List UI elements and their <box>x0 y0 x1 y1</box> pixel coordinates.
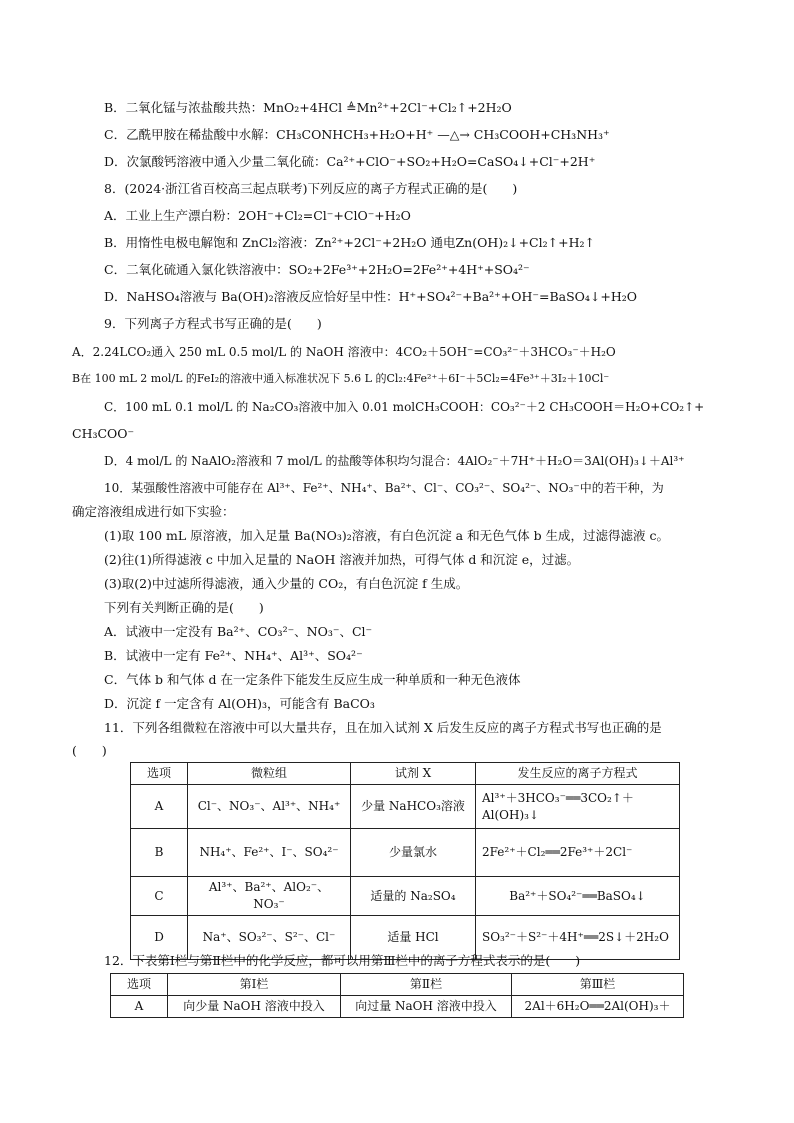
text-line: (1)取 100 mL 原溶液，加入足量 Ba(NO₃)₂溶液，有白色沉淀 a 和无色气体 b 生成，过滤得滤液 c。 <box>104 528 670 543</box>
table-cell: 适量 HCl <box>351 916 476 960</box>
table-header-cell: 发生反应的离子方程式 <box>476 763 680 785</box>
table-cell: 少量 NaHCO₃溶液 <box>351 785 476 829</box>
text-line: D．次氯酸钙溶液中通入少量二氧化硫：Ca²⁺+ClO⁻+SO₂+H₂O=CaSO₄↓+Cl⁻+2H⁺ <box>104 154 596 169</box>
table-cell: A <box>131 785 188 829</box>
table-header-cell: 第Ⅱ栏 <box>341 974 512 996</box>
table-header-cell: 微粒组 <box>188 763 351 785</box>
table-cell: B <box>131 829 188 877</box>
text-line: D．沉淀 f 一定含有 Al(OH)₃，可能含有 BaCO₃ <box>104 696 375 711</box>
table-header-cell: 第Ⅰ栏 <box>168 974 341 996</box>
text-line: A．工业上生产漂白粉：2OH⁻+Cl₂=Cl⁻+ClO⁻+H₂O <box>104 208 411 223</box>
text-line: B在 100 mL 2 mol/L 的FeI₂的溶液中通入标准状况下 5.6 L 的Cl₂:4Fe²⁺＋6I⁻＋5Cl₂=4Fe³⁺＋3I₂＋10Cl⁻ <box>72 372 610 385</box>
text-line: B．二氧化锰与浓盐酸共热：MnO₂+4HCl ≜Mn²⁺+2Cl⁻+Cl₂↑+2H₂O <box>104 100 512 115</box>
table-header-cell: 选项 <box>111 974 168 996</box>
table-question-12 <box>110 973 684 1018</box>
table-header-row <box>111 974 684 996</box>
text-line: (2)往(1)所得滤液 c 中加入足量的 NaOH 溶液并加热，可得气体 d 和沉淀 e，过滤。 <box>104 552 580 567</box>
table-row <box>111 996 684 1018</box>
text-line: D．4 mol/L 的 NaAlO₂溶液和 7 mol/L 的盐酸等体积均匀混合：4AlO₂⁻＋7H⁺＋H₂O＝3Al(OH)₃↓＋Al³⁺ <box>104 454 685 468</box>
text-line: A．试液中一定没有 Ba²⁺、CO₃²⁻、NO₃⁻、Cl⁻ <box>104 624 373 639</box>
table-cell: Ba²⁺＋SO₄²⁻══BaSO₄↓ <box>476 877 680 916</box>
question-10: 10．某强酸性溶液中可能存在 Al³⁺、Fe²⁺、NH₄⁺、Ba²⁺、Cl⁻、CO₃²⁻、SO₄²⁻、NO₃⁻中的若干种，为 <box>104 481 664 495</box>
question-9: 9．下列离子方程式书写正确的是( ) <box>104 316 322 331</box>
table-cell: Na⁺、SO₃²⁻、S²⁻、Cl⁻ <box>188 916 351 960</box>
table-cell: 向少量 NaOH 溶液中投入 <box>168 996 341 1018</box>
text-line: 下列有关判断正确的是( ) <box>104 600 264 615</box>
text-line: D．NaHSO₄溶液与 Ba(OH)₂溶液反应恰好呈中性：H⁺+SO₄²⁻+Ba²⁺+OH⁻=BaSO₄↓+H₂O <box>104 289 638 304</box>
table-header-cell: 第Ⅲ栏 <box>512 974 684 996</box>
table-cell: 向过量 NaOH 溶液中投入 <box>341 996 512 1018</box>
table-cell: Cl⁻、NO₃⁻、Al³⁺、NH₄⁺ <box>188 785 351 829</box>
question-8: 8．(2024·浙江省百校高三起点联考)下列反应的离子方程式正确的是( ) <box>104 181 518 196</box>
table-cell: A <box>111 996 168 1018</box>
text-line: C．乙酰甲胺在稀盐酸中水解：CH₃CONHCH₃+H₂O+H⁺ —△→ CH₃COOH+CH₃NH₃⁺ <box>104 127 610 142</box>
table-cell: Al³⁺＋3HCO₃⁻══3CO₂↑＋Al(OH)₃↓ <box>476 785 680 829</box>
table-cell: SO₃²⁻＋S²⁻＋4H⁺══2S↓＋2H₂O <box>476 916 680 960</box>
table-cell: 少量氯水 <box>351 829 476 877</box>
text-line: C．气体 b 和气体 d 在一定条件下能发生反应生成一种单质和一种无色液体 <box>104 672 521 687</box>
table-row <box>131 877 680 916</box>
table-cell: D <box>131 916 188 960</box>
table-row <box>131 829 680 877</box>
text-line: B．试液中一定有 Fe²⁺、NH₄⁺、Al³⁺、SO₄²⁻ <box>104 648 363 663</box>
table-cell: NH₄⁺、Fe²⁺、I⁻、SO₄²⁻ <box>188 829 351 877</box>
text-line: C．100 mL 0.1 mol/L 的 Na₂CO₃溶液中加入 0.01 molCH₃COOH：CO₃²⁻＋2 CH₃COOH＝H₂O+CO₂↑+ <box>104 400 705 414</box>
table-cell: Al³⁺、Ba²⁺、AlO₂⁻、NO₃⁻ <box>188 877 351 916</box>
question-12: 12．下表第Ⅰ栏与第Ⅱ栏中的化学反应，都可以用第Ⅲ栏中的离子方程式表示的是( ) <box>104 953 581 968</box>
text-line: ( ) <box>72 743 107 758</box>
table-header-cell: 选项 <box>131 763 188 785</box>
text-line: 确定溶液组成进行如下实验： <box>72 504 235 519</box>
table-cell: 2Al＋6H₂O══2Al(OH)₃＋ <box>512 996 684 1018</box>
text-line: C．二氧化硫通入氯化铁溶液中：SO₂+2Fe³⁺+2H₂O=2Fe²⁺+4H⁺+SO₄²⁻ <box>104 262 530 277</box>
table-question-11 <box>130 762 680 960</box>
text-line: B．用惰性电极电解饱和 ZnCl₂溶液：Zn²⁺+2Cl⁻+2H₂O 通电Zn(OH)₂↓+Cl₂↑+H₂↑ <box>104 235 595 250</box>
table-row <box>131 785 680 829</box>
table-cell: 适量的 Na₂SO₄ <box>351 877 476 916</box>
table-cell: 2Fe²⁺＋Cl₂══2Fe³⁺＋2Cl⁻ <box>476 829 680 877</box>
question-11: 11．下列各组微粒在溶液中可以大量共存，且在加入试剂 X 后发生反应的离子方程式书写也正确的是 <box>104 720 662 735</box>
text-line: (3)取(2)中过滤所得滤液，通入少量的 CO₂，有白色沉淀 f 生成。 <box>104 576 469 591</box>
text-line: CH₃COO⁻ <box>72 426 135 441</box>
table-header-row <box>131 763 680 785</box>
text-line: A．2.24LCO₂通入 250 mL 0.5 mol/L 的 NaOH 溶液中：4CO₂＋5OH⁻=CO₃²⁻＋3HCO₃⁻＋H₂O <box>72 345 616 359</box>
table-cell: C <box>131 877 188 916</box>
table-header-cell: 试剂 X <box>351 763 476 785</box>
